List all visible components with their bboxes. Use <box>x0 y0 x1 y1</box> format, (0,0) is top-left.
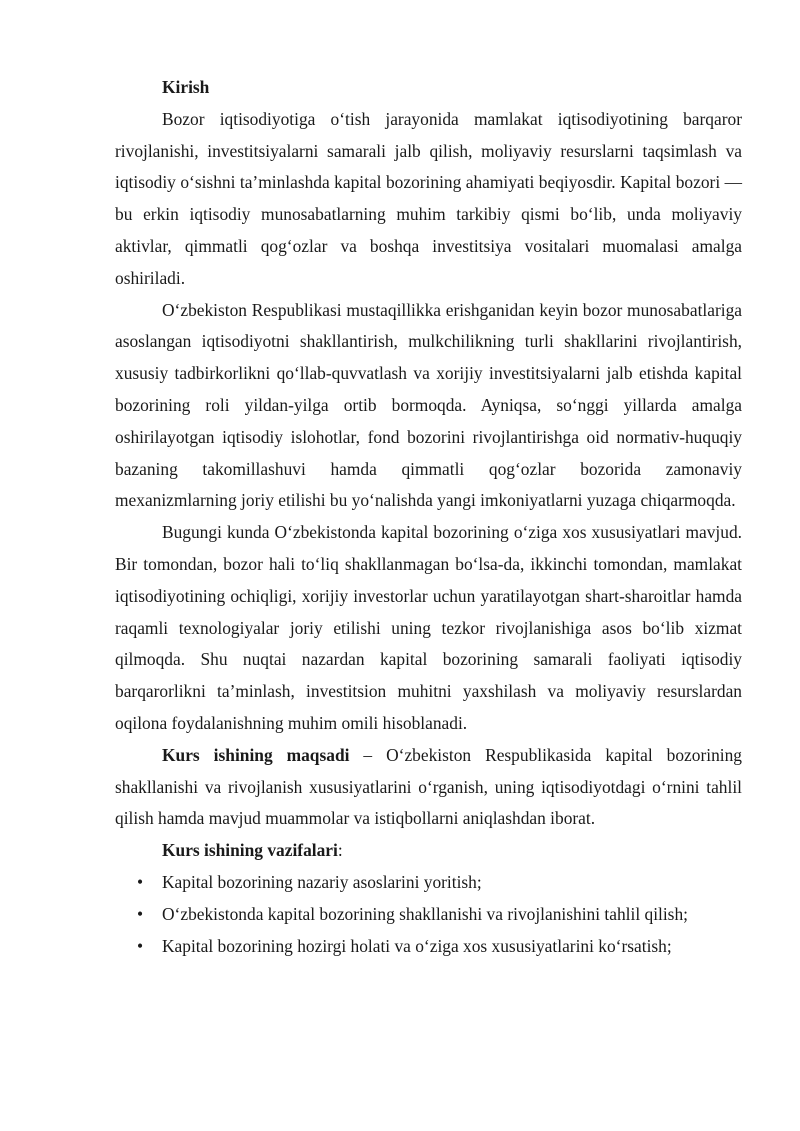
list-item-text: Kapital bozorining nazariy asoslarini yoritish; <box>162 871 482 892</box>
tasks-label-suffix: : <box>337 840 343 861</box>
list-item-text: O‘zbekistonda kapital bozorining shakllanishi va rivojlanishini tahlil qilish; <box>162 903 688 924</box>
tasks-label: Kurs ishining vazifalari <box>162 840 338 861</box>
goal-paragraph <box>115 740 742 835</box>
list-item-text: Kapital bozorining hozirgi holati va o‘ziga xos xususiyatlarini ko‘rsatish; <box>162 935 672 956</box>
tasks-list <box>115 867 742 962</box>
bullet-icon: • <box>137 871 144 892</box>
intro-paragraph-2: O‘zbekiston Respublikasi mustaqillikka erishganidan keyin bozor munosabatlariga asoslangan iqtisodiyotni shakllantirish, mulkchilikning turli shakllarini rivojlantirish, xususiy tadbirkorlikni qo‘llab-quvvatlash va xorijiy investitsiyalarni jalb etishda kapital bozorining roli yildan-yilga ortib bormoqda. Ayniqsa, so‘nggi yillarda amalga oshirilayotgan iqtisodiy islohotlar, fond bozorini rivojlantirishga oid normativ-huquqiy bazaning takomillashuvi hamda qimmatli qog‘ozlar bozorida zamonaviy mexanizmlarning joriy etilishi bu yo‘nalishda yangi imkoniyatlarni yuzaga chiqarmoqda. <box>115 299 742 511</box>
list-item <box>115 931 742 963</box>
intro-paragraph-1: Bozor iqtisodiyotiga o‘tish jarayonida mamlakat iqtisodiyotining barqaror rivojlanishi, investitsiyalarni samarali jalb qilish, moliyaviy resurslarni taqsimlash va iqtisodiy o‘sishni ta’minlashda kapital bozorining ahamiyati beqiyosdir. Kapital bozori — bu erkin iqtisodiy munosabatlarning muhim tarkibiy qismi bo‘lib, unda moliyaviy aktivlar, qimmatli qog‘ozlar va boshqa investitsiya vositalari muomalasi amalga oshiriladi. <box>115 108 742 288</box>
list-item <box>115 867 742 899</box>
goal-text: – O‘zbekiston Respublikasida kapital bozorining shakllanishi va rivojlanish xususiyatlarini o‘rganish, uning iqtisodiyotdagi o‘rnini tahlil qilish hamda mavjud muammolar va istiqbollarni aniqlashdan iborat. <box>115 744 742 829</box>
goal-label: Kurs ishining maqsadi <box>162 744 350 765</box>
section-heading: Kirish <box>162 77 210 97</box>
document-page <box>115 72 742 962</box>
bullet-icon: • <box>137 903 144 924</box>
list-item <box>115 899 742 931</box>
tasks-heading <box>115 835 742 867</box>
intro-paragraph-3: Bugungi kunda O‘zbekistonda kapital bozorining o‘ziga xos xususiyatlari mavjud. Bir tomondan, bozor hali to‘liq shakllanmagan bo‘lsa-da, ikkinchi tomondan, mamlakat iqtisodiyotining ochiqligi, xorijiy investorlar uchun yaratilayotgan shart-sharoitlar hamda raqamli texnologiyalar joriy etilishi uning tezkor rivojlanishiga asos bo‘lib xizmat qilmoqda. Shu nuqtai nazardan kapital bozorining samarali faoliyati iqtisodiy barqarorlikni ta’minlash, investitsion muhitni yaxshilash va moliyaviy resurslardan oqilona foydalanishning muhim omili hisoblanadi. <box>115 522 742 733</box>
bullet-icon: • <box>137 935 144 956</box>
